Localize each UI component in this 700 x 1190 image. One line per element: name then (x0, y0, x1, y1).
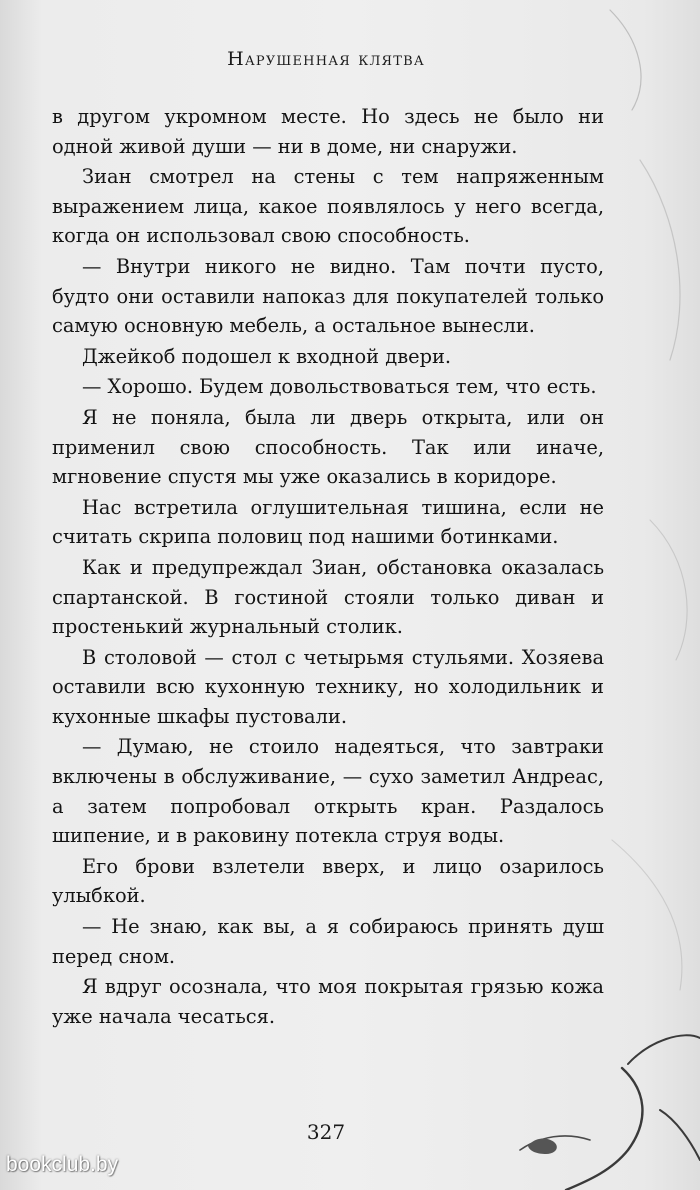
paragraph: — Думаю, не стоило надеяться, что завтраки включены в обслуживание, — сухо заметил Андреас, а затем попробовал открыть кран. Раздалось шипение, и в раковину потекла струя воды. (52, 735, 604, 848)
doodle-faint (612, 840, 682, 990)
doodle-faint (640, 160, 680, 360)
paragraph: Джейкоб подошел к входной двери. (82, 344, 452, 368)
paragraph: — Внутри никого не видно. Там почти пусто, будто они оставили напоказ для покупателей только самую основную мебель, а остальное вынесли. (52, 254, 604, 338)
paragraph: Зиан смотрел на стены с тем напряженным выражением лица, какое появлялось у него всегда, когда он использовал свою способность. (52, 165, 604, 248)
paragraph: Нас встретила оглушительная тишина, если не считать скрипа половиц под нашими ботинками. (52, 495, 604, 549)
paragraph: Как и предупреждал Зиан, обстановка оказалась спартанской. В гостиной стояли только диван и простенький журнальный столик. (52, 555, 604, 639)
paragraph: в другом укромном месте. Но здесь не было ни одной живой души — ни в доме, ни снаружи. (52, 105, 604, 158)
paragraph: — Хорошо. Будем довольствоваться тем, что есть. (82, 375, 597, 399)
running-head: Нарушенная клятва (227, 48, 425, 70)
body-text (52, 102, 604, 1031)
watermark: bookclub.by (6, 1153, 119, 1176)
doodle-stroke (628, 1035, 700, 1064)
paragraph: Я не поняла, была ли дверь открыта, или он применил свою способность. Так или иначе, мгновение спустя мы уже оказались в коридоре. (52, 405, 604, 489)
paragraph: Я вдруг осознала, что моя покрытая грязью кожа уже начала чесаться. (52, 975, 604, 1028)
paragraph: В столовой — стол с четырьмя стульями. Хозяева оставили всю кухонную технику, но холодильник и кухонные шкафы пустовали. (52, 645, 604, 728)
paragraph: — Не знаю, как вы, а я собираюсь принять душ перед сном. (52, 915, 604, 968)
page-number: 327 (306, 1120, 346, 1144)
doodle-faint (650, 520, 687, 660)
paragraph: Его брови взлетели вверх, и лицо озарилось улыбкой. (52, 854, 604, 908)
doodle-stroke (660, 1110, 700, 1160)
